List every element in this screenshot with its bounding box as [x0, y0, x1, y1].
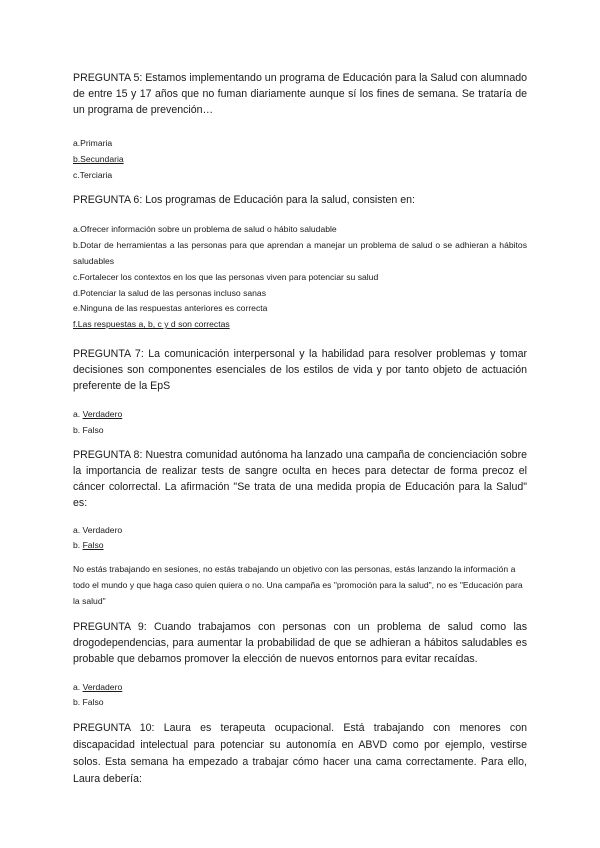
q9-option-b: b. Falso [73, 697, 104, 708]
question-5-text: PREGUNTA 5: Estamos implementando un programa de Educación para la Salud con alumnado de entre 15 y 17 años que no fuman diariamente aunque sí los fines de semana. Se trataría de un programa de prevención… [73, 72, 527, 116]
question-9-options [73, 680, 527, 712]
question-8-note: No estás trabajando en sesiones, no estás trabajando un objetivo con las personas, estás lanzando la información a todo el mundo y que haga caso quien quiera o no. Una campaña es "promoción para la salud", no es "Educación para la salud" [73, 564, 523, 606]
q7-option-a [73, 407, 527, 423]
q6-option-f: f.Las respuestas a, b, c y d son correctas [73, 319, 230, 330]
q8-option-a: a. Verdadero [73, 524, 123, 535]
q8-option-b-label: Falso [82, 540, 104, 551]
q7-option-b: b. Falso [73, 424, 104, 435]
question-7-text: PREGUNTA 7: La comunicación interpersonal y la habilidad para resolver problemas y tomar decisiones son componentes esenciales de los estilos de vida y por tanto objeto de actuación preferente de la EpS [73, 347, 527, 392]
question-6-text: PREGUNTA 6: Los programas de Educación para la salud, consisten en: [73, 194, 415, 207]
q6-option-c: c.Fortalecer los contextos en los que las personas viven para potenciar su salud [73, 271, 379, 282]
q6-option-e: e.Ninguna de las respuestas anteriores es correcta [73, 303, 268, 314]
question-9-text: PREGUNTA 9: Cuando trabajamos con personas con un problema de salud como las drogodependencias, para aumentar la probabilidad de que se adhieran a hábitos saludables es probable que debamos promover la elección de nuevos entornos para evitar recaídas. [73, 620, 527, 665]
question-6-options [73, 222, 527, 333]
q6-option-a: a.Ofrecer información sobre un problema de salud o hábito saludable [73, 224, 337, 235]
q6-option-b: b.Dotar de herramientas a las personas para que aprendan a manejar un problema de salud o se adhieran a hábitos saludables [73, 240, 527, 266]
q6-option-d: d.Potenciar la salud de las personas incluso sanas [73, 287, 266, 298]
q9-option-a-prefix: a. [73, 681, 83, 692]
q5-option-c: c.Terciaria [73, 169, 113, 180]
question-8-options [73, 523, 527, 555]
q9-option-a-label: Verdadero [82, 681, 123, 692]
q5-option-b: b.Secundaria [73, 153, 124, 164]
document-page [73, 70, 527, 788]
q5-option-a: a.Primaria [73, 138, 113, 148]
q8-option-b-prefix: b. [73, 540, 83, 551]
q7-option-a-label: Verdadero [82, 408, 123, 419]
question-8-text: PREGUNTA 8: Nuestra comunidad autónoma ha lanzado una campaña de concienciación sobre la importancia de realizar tests de sangre oculta en heces para detectar de forma precoz el cáncer colorrectal. La afirmación "Se trata de una medida propia de Educación para la Salud" es: [73, 448, 527, 509]
question-7-options [73, 407, 527, 439]
question-10-text: PREGUNTA 10: Laura es terapeuta ocupacional. Está trabajando con menores con discapacidad intelectual para potenciar su autonomía en ABVD como por ejemplo, vestirse solos. Esta semana ha empezado a trabajar cómo hacer una cama correctamente. Para ello, Laura debería: [73, 722, 527, 786]
q8-option-b [73, 538, 527, 554]
q7-option-a-prefix: a. [73, 408, 83, 419]
q9-option-a [73, 680, 527, 696]
question-5-options [73, 136, 527, 183]
